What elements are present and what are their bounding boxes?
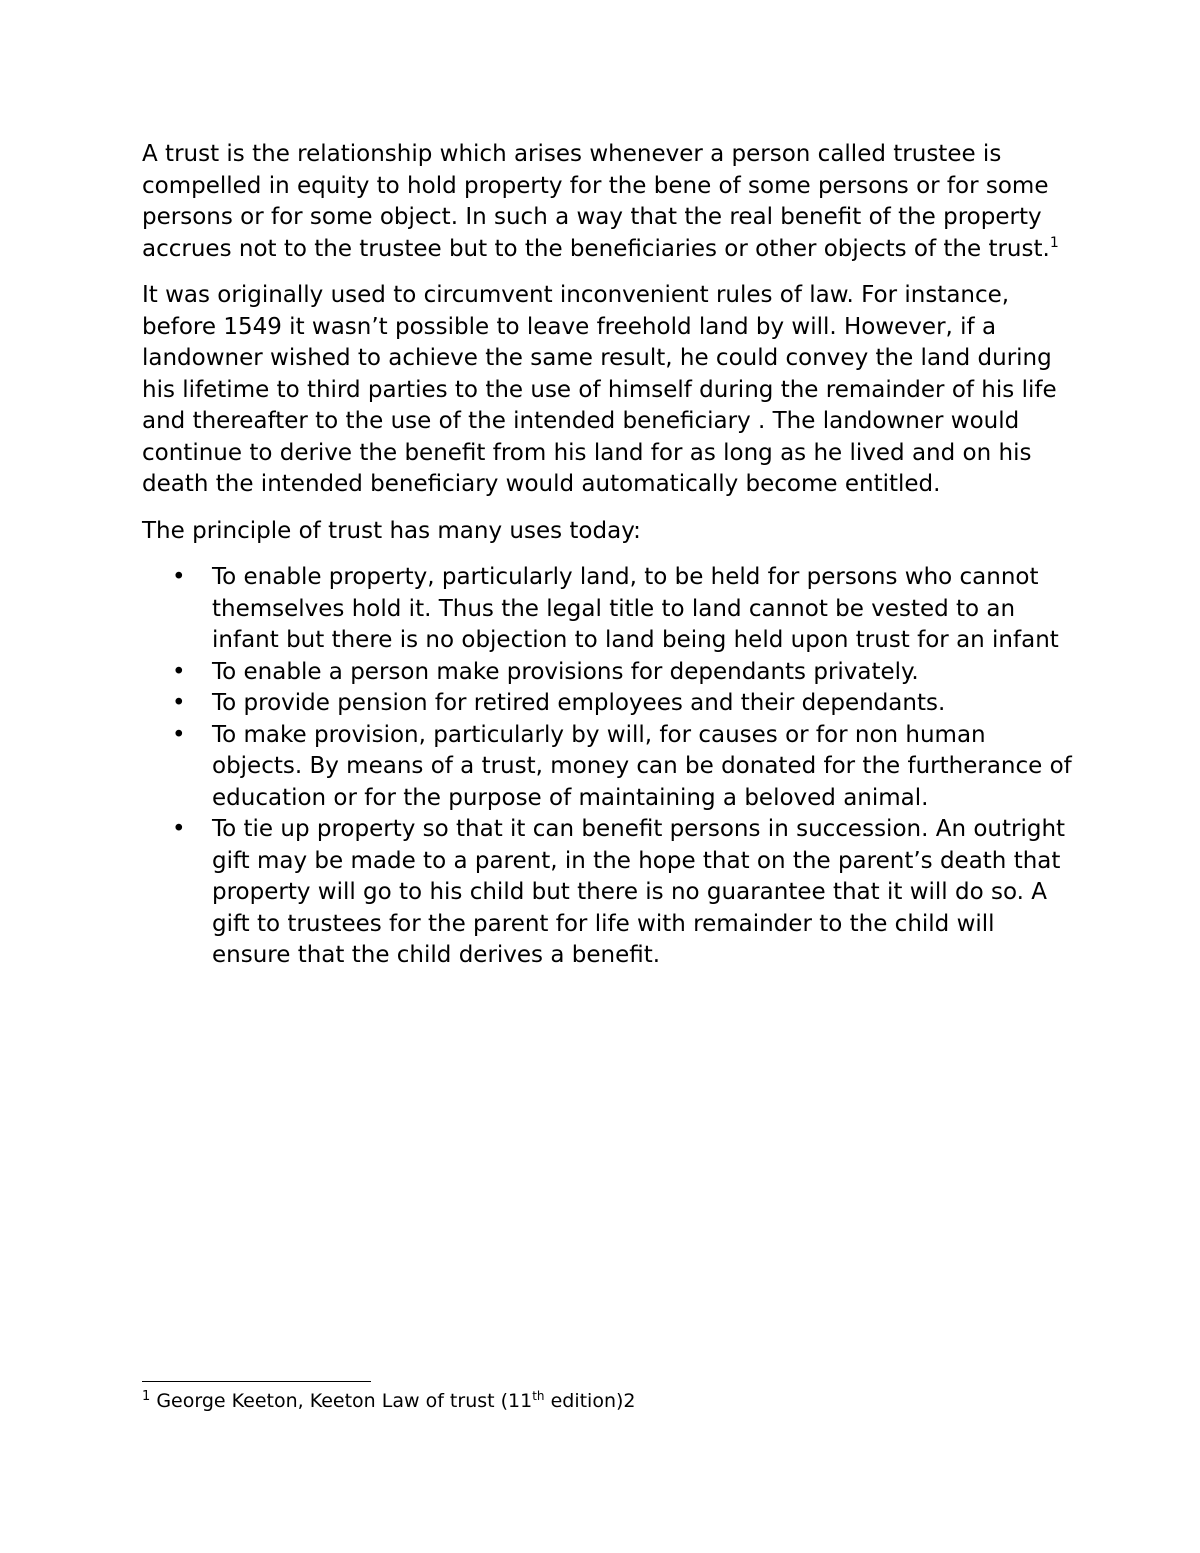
document-body bbox=[142, 139, 1072, 972]
footnote-separator bbox=[142, 1381, 371, 1382]
list-item bbox=[142, 720, 1072, 815]
list-item-text: To enable property, particularly land, to be held for persons who cannot themselves hold it. Thus the legal title to land cannot be vested to an infant but there is no objection to land being held upon trust for an infant bbox=[212, 564, 1059, 653]
paragraph-text: The principle of trust has many uses today: bbox=[142, 517, 641, 544]
bullet-icon: • bbox=[172, 690, 186, 716]
uses-list bbox=[142, 562, 1072, 972]
list-item-text: To make provision, particularly by will, for causes or for non human objects. By means of a trust, money can be donated for the furtherance of education or for the purpose of maintaining a beloved animal. bbox=[212, 721, 1072, 811]
list-item bbox=[142, 657, 1072, 689]
bullet-icon: • bbox=[172, 816, 186, 842]
paragraph-uses-intro bbox=[142, 516, 1072, 548]
paragraph-text: A trust is the relationship which arises whenever a person called trustee is compelled in equity to hold property for the bene of some persons or for some persons or for some object. In such a way that the real benefit of the property accrues not to the trustee but to the beneficiaries or other objects of the trust. bbox=[142, 141, 1050, 262]
footnote-reference: 1 bbox=[1049, 234, 1059, 251]
list-item bbox=[142, 814, 1072, 972]
list-item bbox=[142, 562, 1072, 657]
bullet-icon: • bbox=[172, 658, 186, 685]
footnote-number: 1 bbox=[142, 1389, 151, 1404]
paragraph-text: It was originally used to circumvent inconvenient rules of law. For instance, before 1549 it wasn’t possible to leave freehold land by will. However, if a landowner wished to achieve the same result, he could convey the land during his lifetime to third parties to the use of himself during the remainder of his life and thereafter to the use of the intended beneficiary . The landowner would continue to derive the benefit from his land for as long as he lived and on his death the intended beneficiary would automatically become entitled. bbox=[142, 282, 1057, 497]
paragraph-trust-definition bbox=[142, 139, 1072, 265]
paragraph-trust-history bbox=[142, 280, 1072, 501]
list-item-text: To tie up property so that it can benefit persons in succession. An outright gift may be made to a parent, in the hope that on the parent’s death that property will go to his child but there is no guarantee that it will do so. A gift to trustees for the parent for life with remainder to the child will ensure that the child derives a benefit. bbox=[212, 816, 1066, 968]
list-item-text: To provide pension for retired employees and their dependants. bbox=[212, 690, 946, 716]
list-item bbox=[142, 688, 1072, 720]
footnote-superscript: th bbox=[532, 1389, 545, 1403]
list-item-text: To enable a person make provisions for dependants privately. bbox=[212, 658, 919, 685]
bullet-icon: • bbox=[172, 564, 186, 590]
bullet-icon: • bbox=[172, 721, 186, 748]
footnote bbox=[142, 1388, 1072, 1414]
footnote-text: George Keeton, Keeton Law of trust (11 bbox=[156, 1390, 533, 1412]
footnote-text-end: edition)2 bbox=[544, 1390, 636, 1412]
